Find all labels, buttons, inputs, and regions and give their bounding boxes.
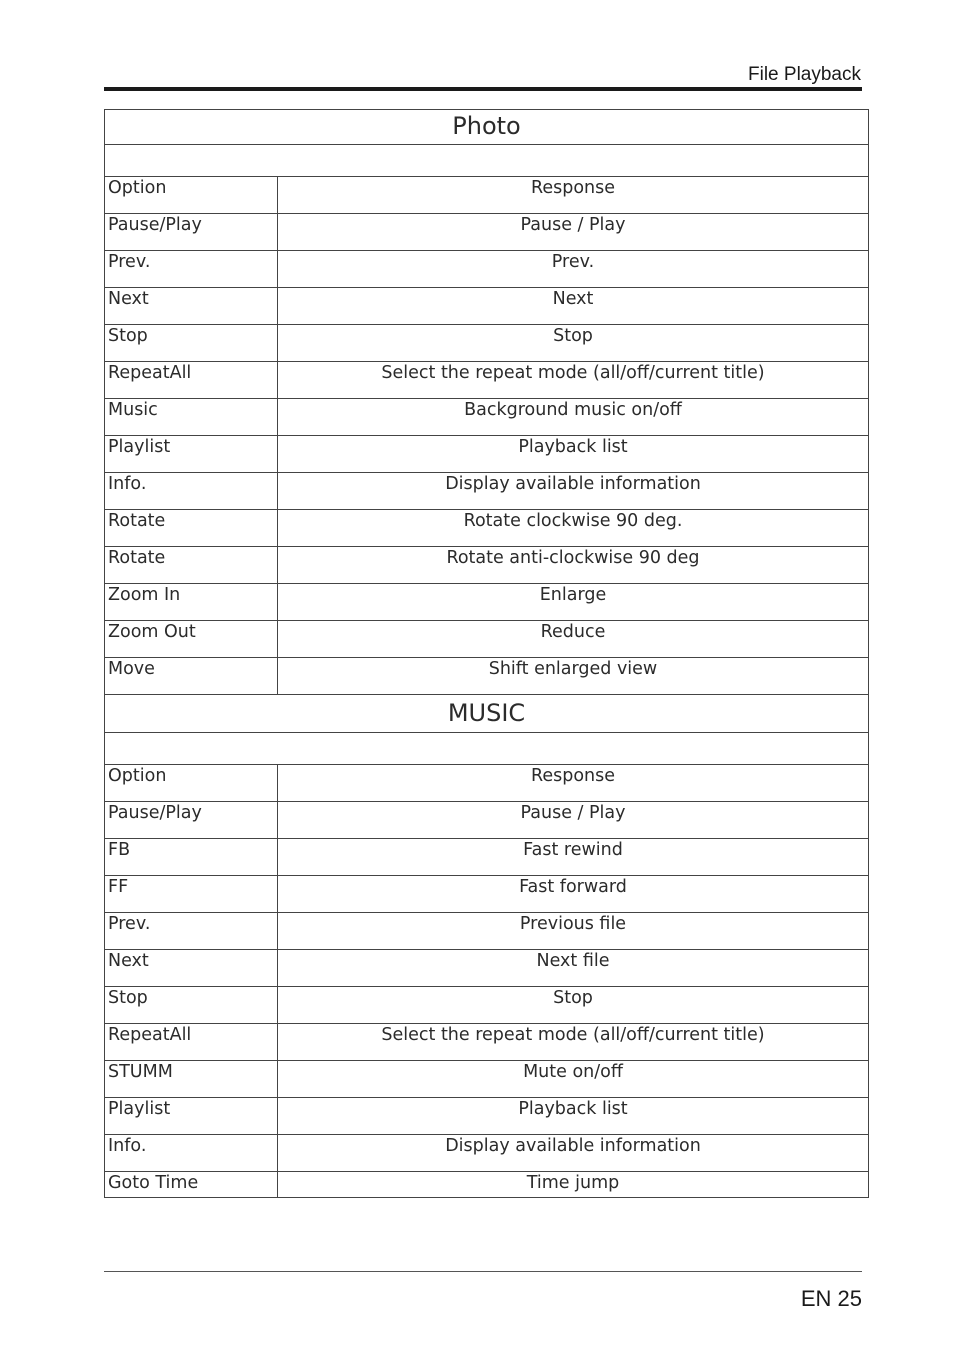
response-cell: Background music on/off	[278, 399, 869, 436]
option-cell: Pause/Play	[105, 214, 278, 251]
response-cell: Next	[278, 288, 869, 325]
option-cell: Rotate	[105, 510, 278, 547]
table-row	[105, 1172, 869, 1198]
option-cell: Info.	[105, 1135, 278, 1172]
option-cell: FB	[105, 839, 278, 876]
table-row	[105, 1024, 869, 1061]
music-title-row	[105, 695, 869, 733]
option-cell: Goto Time	[105, 1172, 278, 1198]
response-cell: Pause / Play	[278, 802, 869, 839]
option-cell: Zoom In	[105, 584, 278, 621]
page-number: EN 25	[800, 1286, 862, 1311]
response-cell: Select the repeat mode (all/off/current title)	[278, 1024, 869, 1061]
table-row	[105, 1061, 869, 1098]
table-row	[105, 214, 869, 251]
table-row	[105, 802, 869, 839]
option-cell: Zoom Out	[105, 621, 278, 658]
response-cell: Display available information	[278, 1135, 869, 1172]
option-cell: Next	[105, 288, 278, 325]
response-column-header: Response	[278, 177, 869, 214]
table-row	[105, 839, 869, 876]
header-divider	[104, 87, 862, 91]
response-cell: Shift enlarged view	[278, 658, 869, 695]
response-cell: Stop	[278, 325, 869, 362]
table-row	[105, 362, 869, 399]
response-column-header: Response	[278, 765, 869, 802]
table-row	[105, 288, 869, 325]
option-cell: Stop	[105, 987, 278, 1024]
photo-section-title: Photo	[105, 110, 869, 145]
response-cell: Playback list	[278, 436, 869, 473]
options-table	[104, 109, 869, 1198]
option-cell: Next	[105, 950, 278, 987]
option-cell: Pause/Play	[105, 802, 278, 839]
table-row	[105, 584, 869, 621]
option-cell: Move	[105, 658, 278, 695]
response-cell: Reduce	[278, 621, 869, 658]
response-cell: Next file	[278, 950, 869, 987]
response-cell: Select the repeat mode (all/off/current title)	[278, 362, 869, 399]
table-row	[105, 473, 869, 510]
option-cell: Stop	[105, 325, 278, 362]
response-cell: Fast forward	[278, 876, 869, 913]
option-cell: Playlist	[105, 436, 278, 473]
table-row	[105, 621, 869, 658]
table-row	[105, 913, 869, 950]
option-cell: Rotate	[105, 547, 278, 584]
response-cell: Prev.	[278, 251, 869, 288]
option-cell: FF	[105, 876, 278, 913]
response-cell: Previous file	[278, 913, 869, 950]
photo-header-row	[105, 177, 869, 214]
photo-title-row	[105, 110, 869, 145]
response-cell: Display available information	[278, 473, 869, 510]
table-row	[105, 876, 869, 913]
music-section-title: MUSIC	[105, 695, 869, 733]
table-row	[105, 251, 869, 288]
table-row	[105, 658, 869, 695]
option-cell: Playlist	[105, 1098, 278, 1135]
option-cell: Prev.	[105, 251, 278, 288]
response-cell: Stop	[278, 987, 869, 1024]
music-section	[105, 695, 869, 1198]
table-row	[105, 950, 869, 987]
table-row	[105, 987, 869, 1024]
response-cell: Fast rewind	[278, 839, 869, 876]
option-column-header: Option	[105, 177, 278, 214]
table-row	[105, 1135, 869, 1172]
footer-divider	[104, 1271, 862, 1272]
table-row	[105, 547, 869, 584]
table-row	[105, 1098, 869, 1135]
option-cell: STUMM	[105, 1061, 278, 1098]
table-row	[105, 399, 869, 436]
photo-section	[105, 110, 869, 695]
table-row	[105, 510, 869, 547]
response-cell: Time jump	[278, 1172, 869, 1198]
option-cell: RepeatAll	[105, 1024, 278, 1061]
response-cell: Pause / Play	[278, 214, 869, 251]
option-column-header: Option	[105, 765, 278, 802]
response-cell: Enlarge	[278, 584, 869, 621]
response-cell: Mute on/off	[278, 1061, 869, 1098]
response-cell: Rotate anti-clockwise 90 deg	[278, 547, 869, 584]
music-header-row	[105, 765, 869, 802]
option-cell: Music	[105, 399, 278, 436]
response-cell: Rotate clockwise 90 deg.	[278, 510, 869, 547]
table-row	[105, 325, 869, 362]
music-blank-row	[105, 733, 869, 765]
page-header-title: File Playback	[748, 64, 861, 85]
option-cell: RepeatAll	[105, 362, 278, 399]
option-cell: Info.	[105, 473, 278, 510]
table-row	[105, 436, 869, 473]
response-cell: Playback list	[278, 1098, 869, 1135]
photo-blank-row	[105, 145, 869, 177]
option-cell: Prev.	[105, 913, 278, 950]
